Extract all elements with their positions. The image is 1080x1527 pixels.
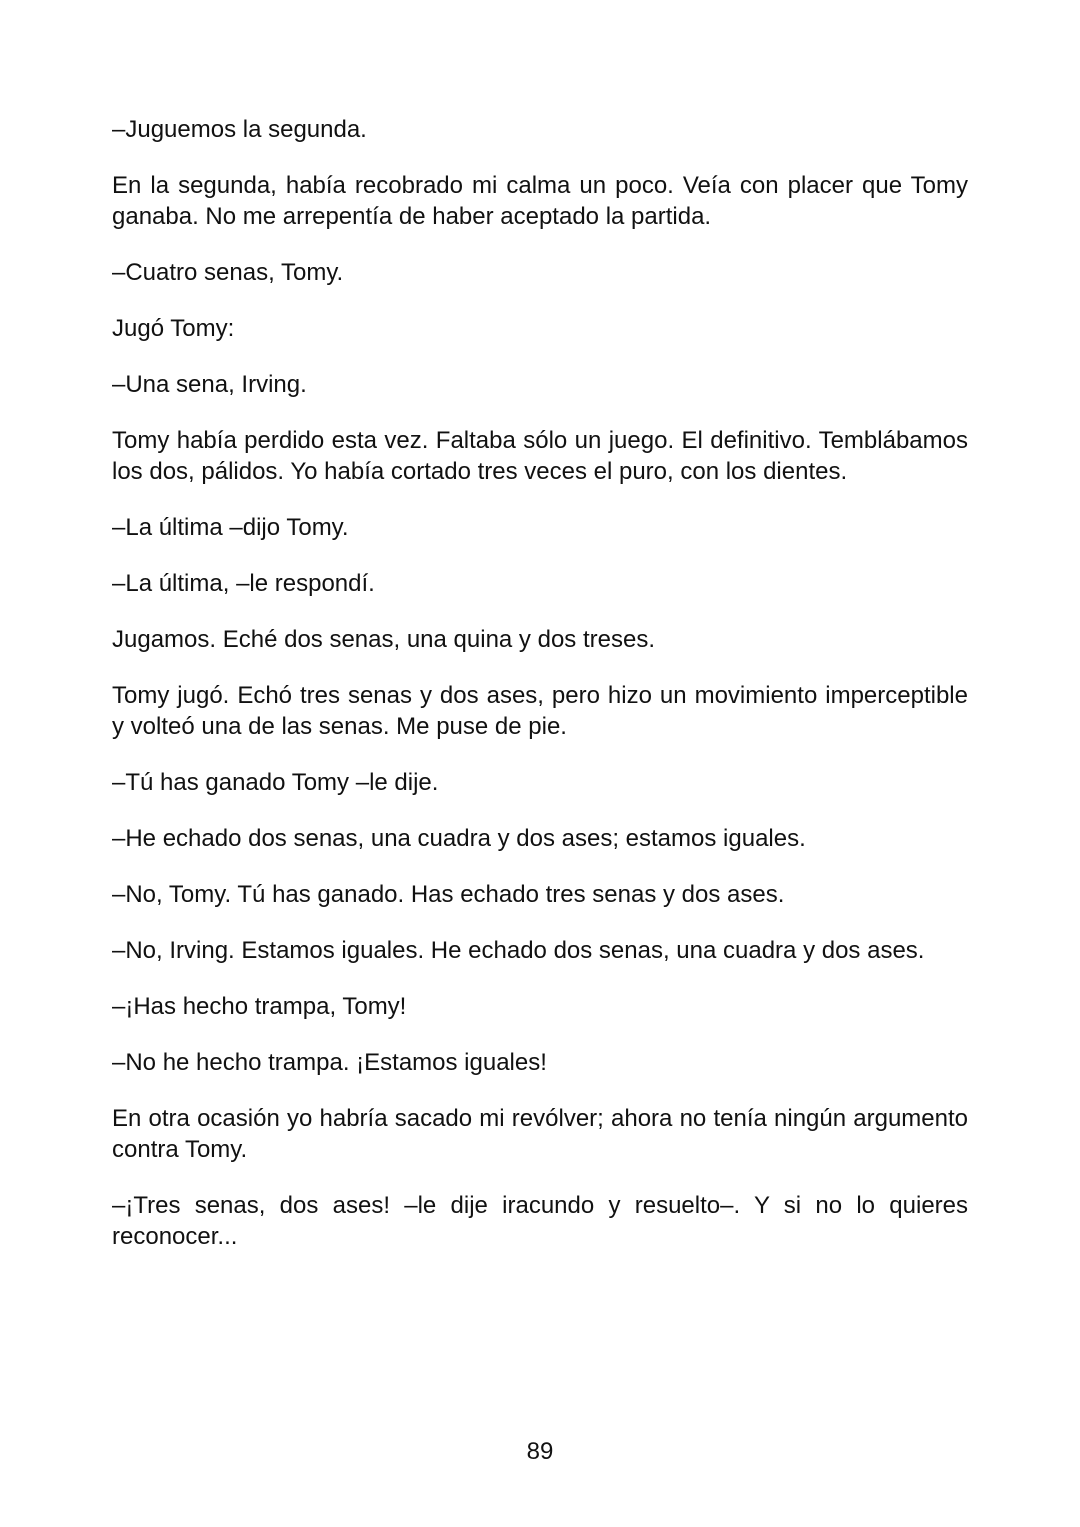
- paragraph: –He echado dos senas, una cuadra y dos ases; estamos iguales.: [112, 825, 806, 852]
- body-text: [112, 114, 968, 1277]
- paragraph: Jugamos. Eché dos senas, una quina y dos treses.: [112, 626, 655, 653]
- paragraph: Jugó Tomy:: [112, 315, 235, 342]
- page-number: 89: [526, 1438, 554, 1465]
- paragraph: –No, Tomy. Tú has ganado. Has echado tres senas y dos ases.: [112, 881, 785, 908]
- paragraph: –Tú has ganado Tomy –le dije.: [112, 769, 439, 796]
- paragraph: –Una sena, Irving.: [112, 371, 307, 398]
- paragraph: –Cuatro senas, Tomy.: [112, 259, 344, 286]
- paragraph: Tomy había perdido esta vez. Faltaba sólo un juego. El definitivo. Temblábamos los dos, pálidos. Yo había cortado tres veces el puro, con los dientes.: [112, 427, 968, 485]
- paragraph: –No, Irving. Estamos iguales. He echado dos senas, una cuadra y dos ases.: [112, 937, 925, 964]
- paragraph: –¡Has hecho trampa, Tomy!: [112, 993, 407, 1020]
- paragraph: En otra ocasión yo habría sacado mi revólver; ahora no tenía ningún argumento contra Tomy.: [112, 1105, 968, 1163]
- paragraph: –¡Tres senas, dos ases! –le dije iracundo y resuelto–. Y si no lo quieres reconocer...: [112, 1192, 968, 1250]
- paragraph: –Juguemos la segunda.: [112, 116, 367, 143]
- paragraph: –La última, –le respondí.: [112, 570, 375, 597]
- paragraph: –No he hecho trampa. ¡Estamos iguales!: [112, 1049, 547, 1076]
- paragraph: Tomy jugó. Echó tres senas y dos ases, pero hizo un movimiento imperceptible y volteó una de las senas. Me puse de pie.: [112, 682, 968, 740]
- paragraph: –La última –dijo Tomy.: [112, 514, 349, 541]
- paragraph: En la segunda, había recobrado mi calma un poco. Veía con placer que Tomy ganaba. No me arrepentía de haber aceptado la partida.: [112, 172, 968, 230]
